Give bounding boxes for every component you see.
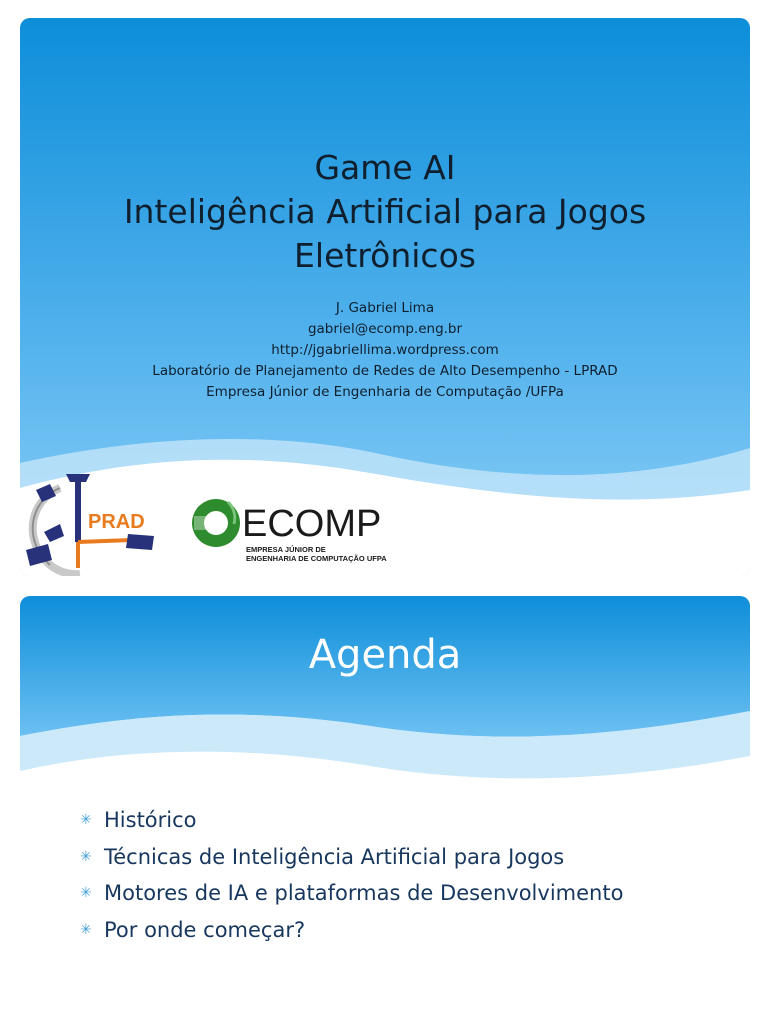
asterisk-bullet-icon: ✳ (80, 885, 92, 901)
list-item (80, 839, 623, 876)
ecomp-subtitle-2: ENGENHARIA DE COMPUTAÇÃO UFPA (246, 554, 387, 563)
ecomp-subtitle-1: EMPRESA JÚNIOR DE (246, 545, 326, 554)
title-line-1: Game AI (314, 148, 456, 187)
list-item-text: Motores de IA e plataformas de Desenvolvimento (104, 881, 624, 905)
list-item-text: Por onde começar? (104, 917, 306, 942)
asterisk-bullet-icon: ✳ (80, 848, 92, 865)
author-website: http://jgabriellima.wordpress.com (271, 342, 499, 358)
title-slide (20, 18, 750, 576)
prad-logo-text: PRAD (88, 511, 145, 533)
asterisk-bullet-icon: ✳ (80, 812, 92, 828)
list-item (80, 912, 623, 949)
author-name: J. Gabriel Lima (335, 300, 435, 316)
asterisk-bullet-icon: ✳ (80, 921, 92, 938)
agenda-slide (20, 596, 750, 996)
prad-logo (20, 470, 170, 576)
author-info (20, 298, 750, 403)
list-item (80, 802, 623, 839)
slide-title: Agenda (308, 632, 462, 678)
ecomp-logo-text: ECOMP (242, 503, 382, 545)
title-line-3: Eletrônicos (294, 236, 476, 275)
author-email: gabriel@ecomp.eng.br (307, 321, 463, 337)
title-line-2: Inteligência Artificial para Jogos (123, 192, 647, 231)
list-item (80, 875, 623, 912)
lab-name: Laboratório de Planejamento de Redes de Alto Desempenho - LPRAD (152, 363, 618, 379)
agenda-list (80, 802, 623, 948)
company-name: Empresa Júnior de Engenharia de Computação /UFPa (206, 384, 564, 400)
slide-title (20, 146, 750, 278)
list-item-text: Técnicas de Inteligência Artificial para Jogos (104, 844, 565, 869)
ecomp-logo (190, 496, 410, 566)
list-item-text: Histórico (104, 808, 197, 832)
